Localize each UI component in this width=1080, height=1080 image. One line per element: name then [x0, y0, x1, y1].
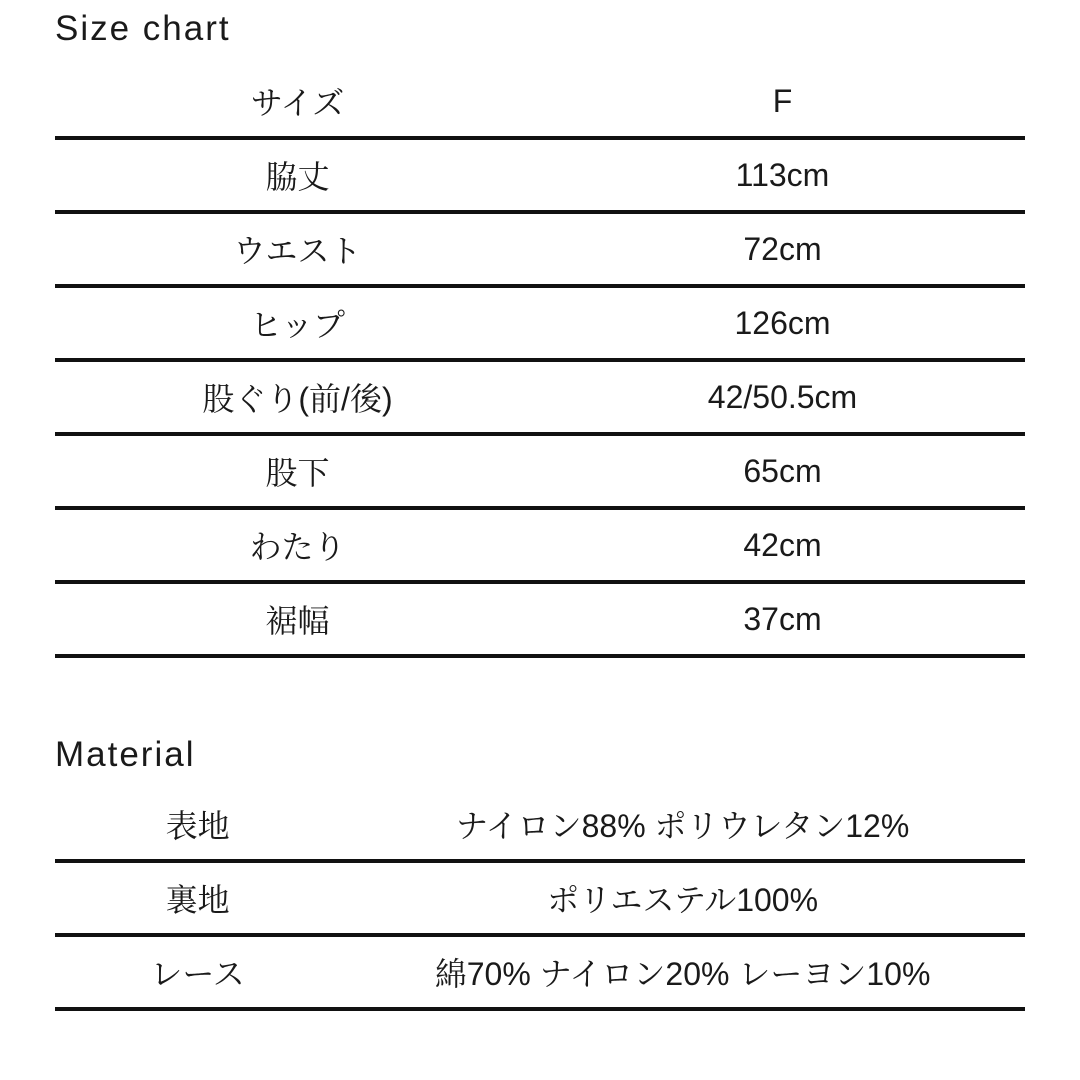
material-row-label: 裏地 [55, 861, 340, 935]
size-chart-heading: Size chart [55, 9, 231, 48]
size-row-label: わたり [55, 508, 540, 582]
material-table [55, 789, 1025, 1011]
size-row-value: 37cm [540, 582, 1025, 656]
table-row [55, 138, 1025, 212]
material-row-value: ナイロン88% ポリウレタン12% [340, 789, 1025, 861]
size-row-value: 42/50.5cm [540, 360, 1025, 434]
size-row-label: ウエスト [55, 212, 540, 286]
table-row [55, 582, 1025, 656]
material-row-label: レース [55, 935, 340, 1009]
size-chart-table [55, 66, 1025, 658]
size-row-label: 股下 [55, 434, 540, 508]
table-row [55, 286, 1025, 360]
material-row-value: ポリエステル100% [340, 861, 1025, 935]
material-heading: Material [55, 735, 196, 774]
size-row-value: 72cm [540, 212, 1025, 286]
size-header-row [55, 66, 1025, 138]
size-row-label: 裾幅 [55, 582, 540, 656]
size-header-value: F [540, 66, 1025, 138]
size-row-value: 126cm [540, 286, 1025, 360]
table-row [55, 360, 1025, 434]
material-row-label: 表地 [55, 789, 340, 861]
size-header-label: サイズ [55, 66, 540, 138]
size-row-label: 股ぐり(前/後) [55, 360, 540, 434]
size-row-value: 113cm [540, 138, 1025, 212]
size-row-label: 脇丈 [55, 138, 540, 212]
table-row [55, 935, 1025, 1009]
size-row-label: ヒップ [55, 286, 540, 360]
table-row [55, 212, 1025, 286]
size-row-value: 65cm [540, 434, 1025, 508]
table-row [55, 789, 1025, 861]
material-row-value: 綿70% ナイロン20% レーヨン10% [340, 935, 1025, 1009]
size-row-value: 42cm [540, 508, 1025, 582]
table-row [55, 861, 1025, 935]
table-row [55, 508, 1025, 582]
table-row [55, 434, 1025, 508]
